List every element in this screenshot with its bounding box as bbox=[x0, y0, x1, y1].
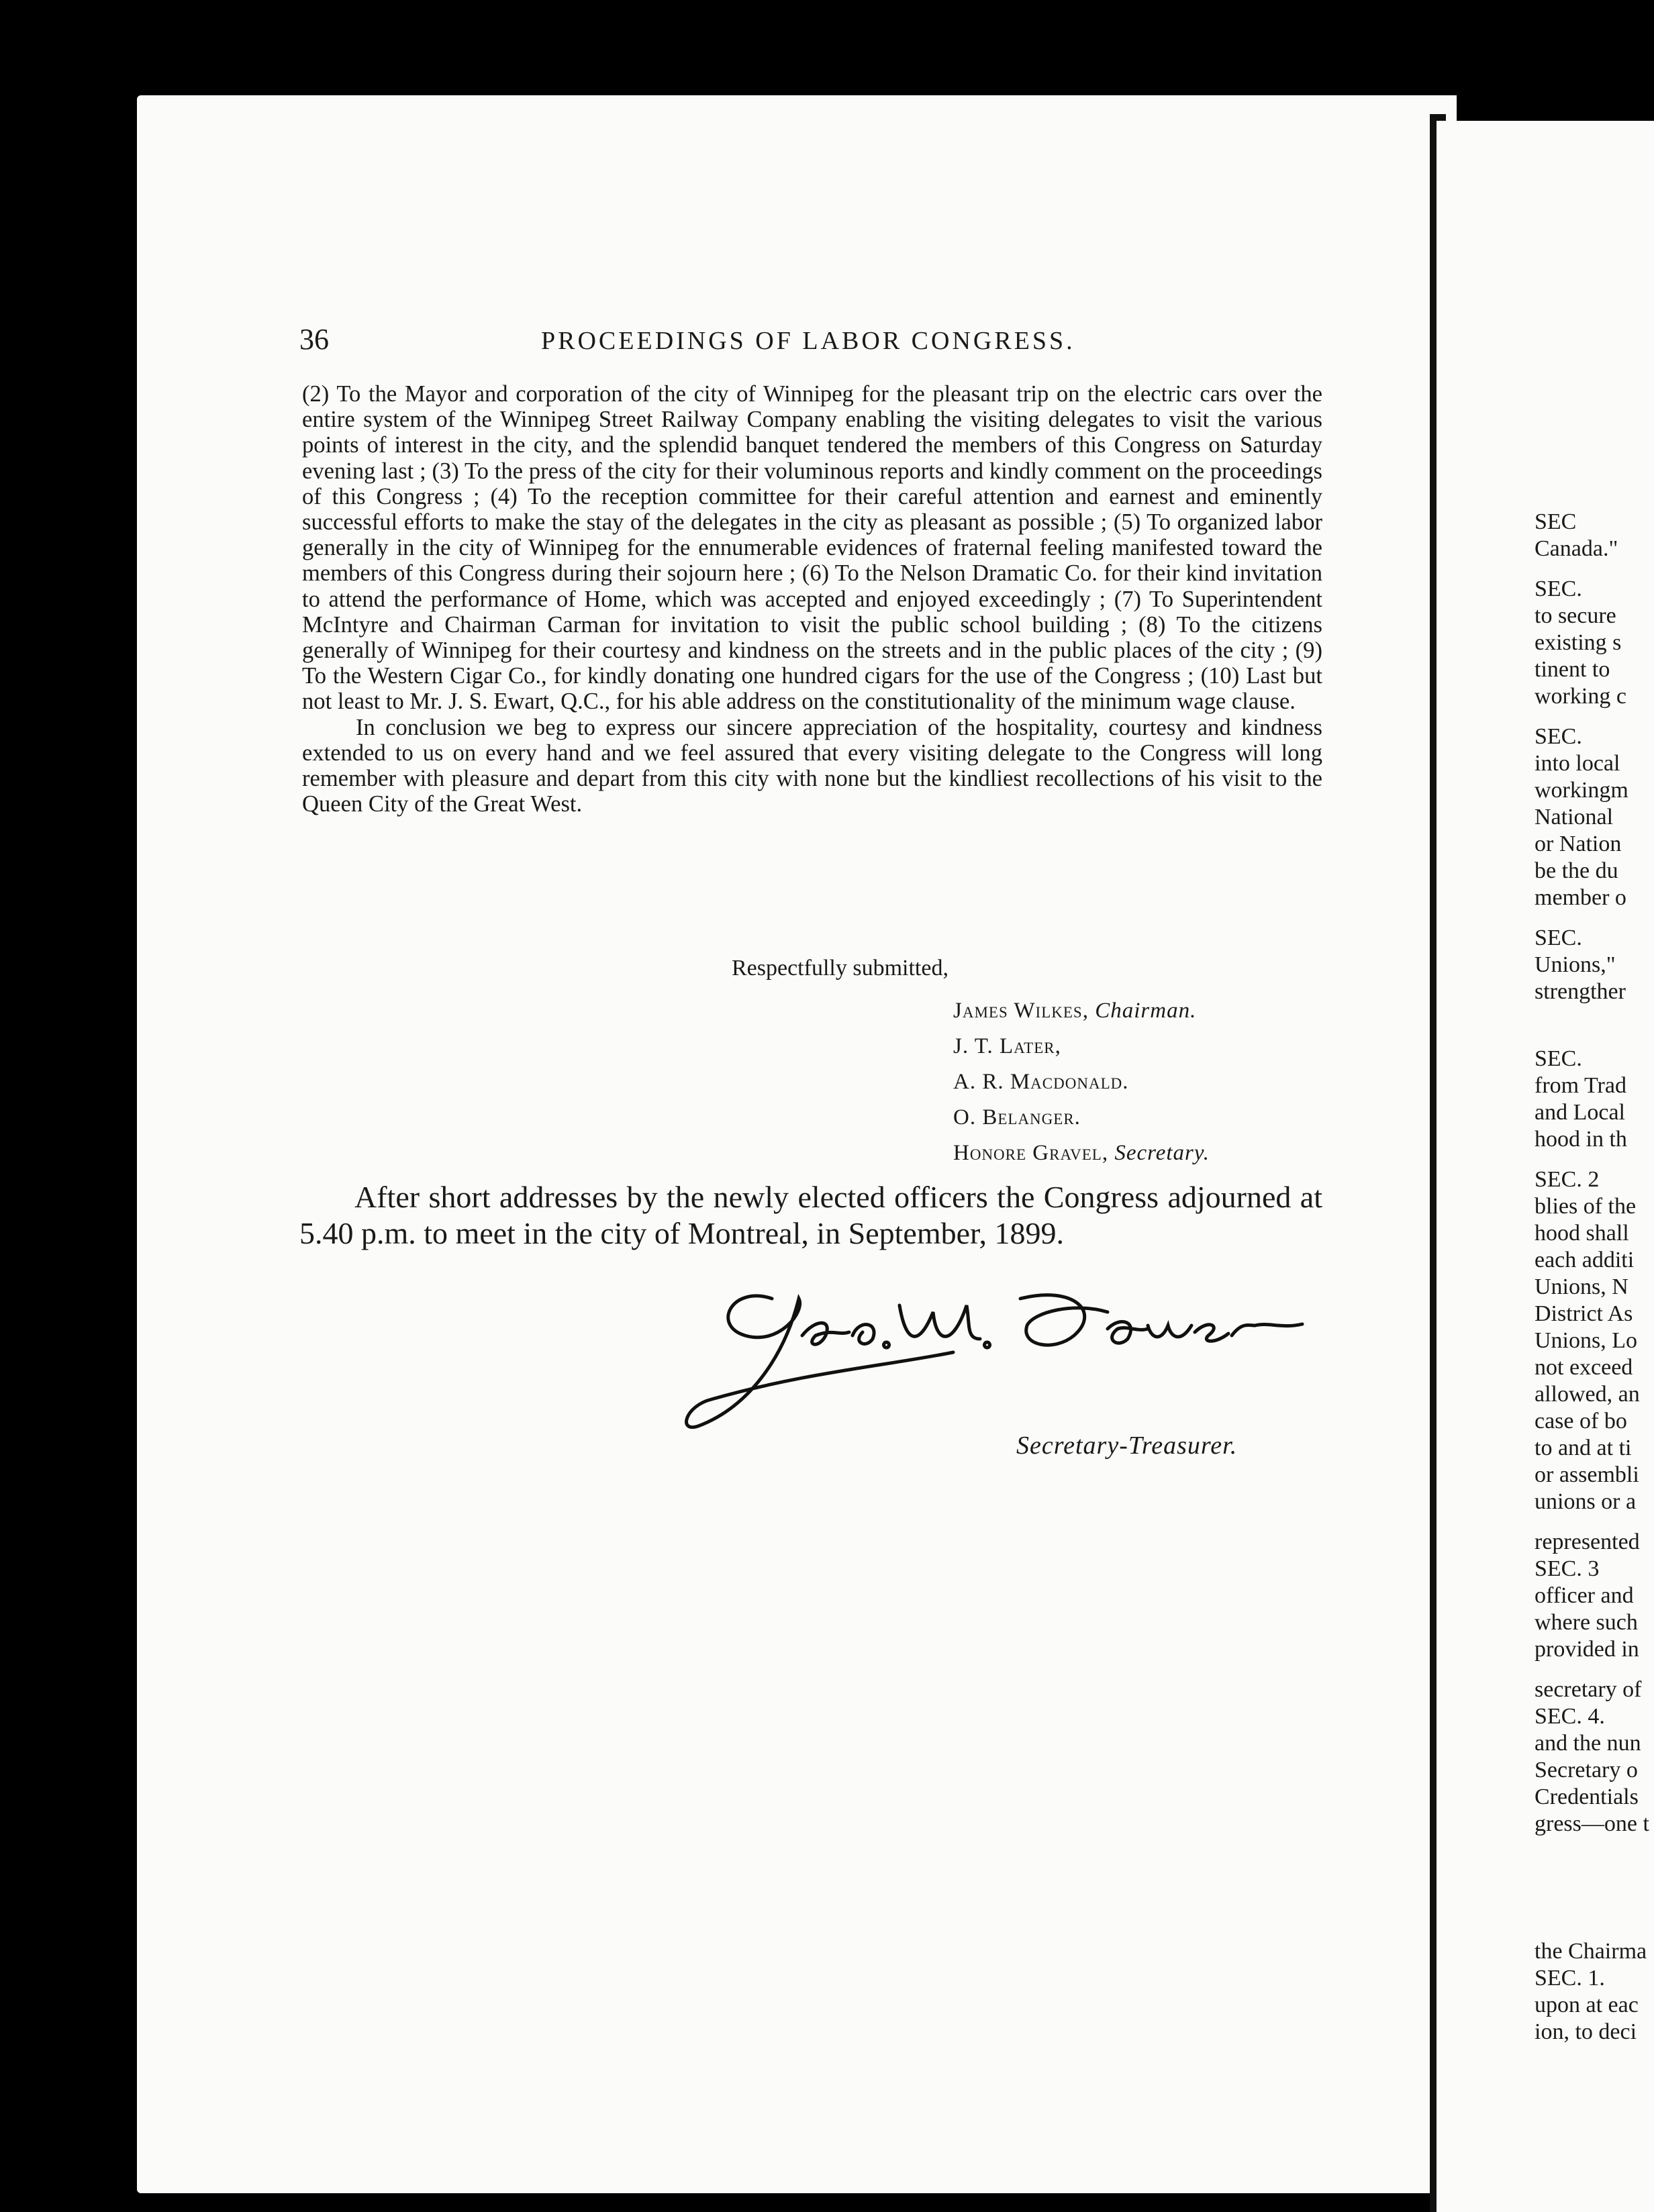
right-page-line: District As bbox=[1535, 1301, 1633, 1326]
right-page-line: or assembli bbox=[1535, 1462, 1639, 1487]
right-page-line: and the nun bbox=[1535, 1731, 1641, 1756]
conclusion-paragraph: In conclusion we beg to express our sincere appreciation of the hospitality, courtesy and kindness extended to us on every hand and we feel assured that every visiting delegate to the Congress will long remember with pleasure and depart from this city with none but the kindliest recollections of his visit to the Queen City of the Great West. bbox=[302, 714, 1322, 817]
right-page-line: secretary of bbox=[1535, 1677, 1642, 1702]
right-page-line: SEC bbox=[1535, 509, 1577, 534]
adjournment-paragraph: After short addresses by the newly elected officers the Congress adjourned at 5.40 p.m. to meet in the city of Montreal, in September, 1899. bbox=[299, 1180, 1322, 1250]
right-page-line: SEC. 3 bbox=[1535, 1556, 1600, 1581]
right-page-line: into local bbox=[1535, 751, 1620, 776]
right-page-line: upon at eac bbox=[1535, 1993, 1639, 2017]
thanks-paragraph: (2) To the Mayor and corporation of the city of Winnipeg for the pleasant trip on the electric cars over the entire system of the Winnipeg Street Railway Company enabling the visiting delegates to visit the various points of interest in the city, and the splendid banquet tendered the members of this Congress on Saturday evening last ; (3) To the press of the city for their voluminous reports and kindly comment on the proceedings of this Congress ; (4) To the reception committee for their careful attention and earnest and eminently successful efforts to make the stay of the delegates in the city as pleasant as possible ; (5) To organized labor generally in the city of Winnipeg for the ennumerable evidences of fraternal feeling manifested toward the members of this Congress during their sojourn here ; (6) To the Nelson Dramatic Co. for their kind invitation to attend the performance of Home, which was accepted and enjoyed exceedingly ; (7) To Superintendent McIntyre and Chairman Carman for invitation to visit the public school building ; (8) To the citizens generally of Winnipeg for their courtesy and kindness on the streets and in the public places of the city ; (9) To the Western Cigar Co., for kindly donating one hundred cigars for the use of the Congress ; (10) Last but not least to Mr. J. S. Ewart, Q.C., for his able address on the constitutionality of the minimum wage clause. bbox=[302, 381, 1322, 715]
signatory: James Wilkes, Chairman. bbox=[953, 999, 1197, 1023]
right-page-line: the Chairma bbox=[1535, 1939, 1647, 1964]
right-page-line: unions or a bbox=[1535, 1489, 1637, 1514]
right-page-line: strengther bbox=[1535, 979, 1626, 1004]
right-page-line: allowed, an bbox=[1535, 1382, 1640, 1407]
right-page-line: National bbox=[1535, 805, 1614, 830]
right-page-line: or Nation bbox=[1535, 832, 1622, 856]
signatory: J. T. Later, bbox=[953, 1034, 1061, 1058]
right-page-line: SEC. 1. bbox=[1535, 1966, 1605, 1991]
right-page-line: SEC. 2 bbox=[1535, 1167, 1600, 1192]
right-page-line: hood shall bbox=[1535, 1221, 1629, 1246]
right-page-line: Credentials bbox=[1535, 1784, 1639, 1809]
right-page-line: Secretary o bbox=[1535, 1758, 1638, 1782]
right-page-line: each additi bbox=[1535, 1248, 1635, 1272]
right-page-line: not exceed bbox=[1535, 1355, 1633, 1380]
right-page-line: tinent to bbox=[1535, 657, 1610, 682]
right-page-line: gress—one t bbox=[1535, 1811, 1649, 1836]
right-page-line: and Local bbox=[1535, 1100, 1625, 1125]
right-page-line: member o bbox=[1535, 885, 1626, 910]
page-header bbox=[299, 322, 1320, 362]
right-page-line: where such bbox=[1535, 1610, 1638, 1635]
right-page-line: officer and bbox=[1535, 1583, 1634, 1608]
right-page-text bbox=[1535, 509, 1654, 2046]
running-title: PROCEEDINGS OF LABOR CONGRESS. bbox=[541, 327, 1075, 355]
resolution-text bbox=[302, 381, 1322, 817]
right-page-line: SEC. bbox=[1535, 1046, 1582, 1071]
signatory: A. R. Macdonald. bbox=[953, 1070, 1129, 1094]
signatory: O. Belanger. bbox=[953, 1105, 1081, 1129]
right-page-line: Unions, N bbox=[1535, 1274, 1628, 1299]
right-page-line: from Trad bbox=[1535, 1073, 1626, 1098]
page-number: 36 bbox=[299, 323, 329, 356]
right-page-line: provided in bbox=[1535, 1637, 1639, 1662]
closing-line: Respectfully submitted, bbox=[732, 956, 948, 981]
right-page-line: working c bbox=[1535, 684, 1626, 709]
right-page-line: workingm bbox=[1535, 778, 1628, 803]
signatory-list bbox=[953, 993, 1210, 1171]
right-page-line: to secure bbox=[1535, 603, 1616, 628]
handwritten-signature bbox=[671, 1272, 1322, 1433]
right-page-line: SEC. bbox=[1535, 576, 1582, 601]
right-page-line: existing s bbox=[1535, 630, 1622, 655]
right-page-line: ion, to deci bbox=[1535, 2019, 1637, 2044]
right-page-line: blies of the bbox=[1535, 1194, 1637, 1219]
right-page-line: SEC. bbox=[1535, 724, 1582, 749]
right-page-line: to and at ti bbox=[1535, 1436, 1632, 1460]
signatory: Honore Gravel, Secretary. bbox=[953, 1141, 1210, 1165]
right-page-line: Unions, Lo bbox=[1535, 1328, 1637, 1353]
right-page-line: SEC. bbox=[1535, 925, 1582, 950]
right-page-line: Canada." bbox=[1535, 536, 1618, 561]
right-page-line: case of bo bbox=[1535, 1409, 1627, 1434]
right-page-line: hood in th bbox=[1535, 1127, 1627, 1152]
right-page-line: represented bbox=[1535, 1529, 1640, 1554]
right-page-line: SEC. 4. bbox=[1535, 1704, 1605, 1729]
signature-title: Secretary-Treasurer. bbox=[1016, 1431, 1238, 1460]
right-page-line: be the du bbox=[1535, 858, 1618, 883]
right-page-line: Unions," bbox=[1535, 952, 1616, 977]
